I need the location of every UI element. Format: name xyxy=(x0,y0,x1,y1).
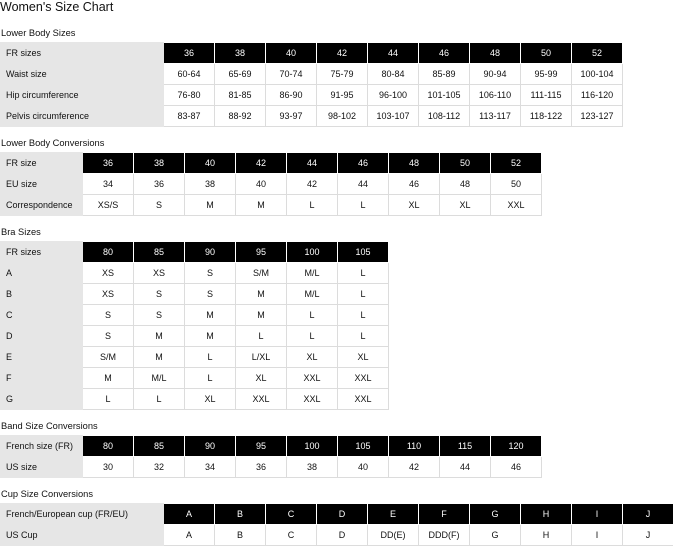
column-header: 38 xyxy=(215,43,266,64)
table-cell: 36 xyxy=(134,174,185,195)
lower-body-sizes-table xyxy=(0,42,623,127)
column-header: D xyxy=(317,504,368,525)
column-header: 120 xyxy=(491,436,542,457)
row-label: US size xyxy=(1,457,83,478)
table-cell: 60-64 xyxy=(164,64,215,85)
column-header: 90 xyxy=(185,436,236,457)
table-cell: M/L xyxy=(287,284,338,305)
table-cell: DD(E) xyxy=(368,525,419,546)
table-header-row xyxy=(1,504,673,525)
table-cell: 76-80 xyxy=(164,85,215,106)
table-cell: XL xyxy=(185,389,236,410)
table-cell: 40 xyxy=(236,174,287,195)
table-cell: 95-99 xyxy=(521,64,572,85)
column-header: F xyxy=(419,504,470,525)
table-cell: 46 xyxy=(389,174,440,195)
bra-sizes-heading: Bra Sizes xyxy=(1,227,41,237)
table-cell: XL xyxy=(440,195,491,216)
table-cell: 118-122 xyxy=(521,106,572,127)
table-cell: L xyxy=(236,326,287,347)
table-cell: M xyxy=(134,347,185,368)
column-header: 100 xyxy=(287,242,338,263)
table-cell: 48 xyxy=(440,174,491,195)
row-label: Pelvis circumference xyxy=(1,106,164,127)
table-cell: M/L xyxy=(134,368,185,389)
table-cell: L xyxy=(338,305,389,326)
row-label: A xyxy=(1,263,83,284)
table-row xyxy=(1,305,389,326)
table-row xyxy=(1,195,542,216)
table-cell: 80-84 xyxy=(368,64,419,85)
table-header-row xyxy=(1,242,389,263)
table-header-row xyxy=(1,153,542,174)
row-label: EU size xyxy=(1,174,83,195)
row-label: French size (FR) xyxy=(1,436,83,457)
table-cell: 93-97 xyxy=(266,106,317,127)
table-cell: M/L xyxy=(287,263,338,284)
table-row xyxy=(1,284,389,305)
column-header: 80 xyxy=(83,242,134,263)
column-header: 85 xyxy=(134,436,185,457)
table-cell: L xyxy=(338,326,389,347)
table-cell: 42 xyxy=(389,457,440,478)
table-cell: XS/S xyxy=(83,195,134,216)
column-header: H xyxy=(521,504,572,525)
column-header: 105 xyxy=(338,436,389,457)
lower-body-sizes-heading: Lower Body Sizes xyxy=(1,28,76,38)
table-cell: 65-69 xyxy=(215,64,266,85)
table-cell: 44 xyxy=(440,457,491,478)
table-cell: 38 xyxy=(185,174,236,195)
page-title: Women's Size Chart xyxy=(0,0,114,14)
table-cell: XL xyxy=(236,368,287,389)
table-cell: DDD(F) xyxy=(419,525,470,546)
table-row xyxy=(1,106,623,127)
column-header: 40 xyxy=(266,43,317,64)
table-cell: S/M xyxy=(83,347,134,368)
column-header: 46 xyxy=(338,153,389,174)
table-cell: XS xyxy=(83,263,134,284)
column-header: C xyxy=(266,504,317,525)
column-header: 44 xyxy=(368,43,419,64)
column-header: 42 xyxy=(317,43,368,64)
table-cell: XXL xyxy=(287,389,338,410)
table-cell: 38 xyxy=(287,457,338,478)
column-header: 110 xyxy=(389,436,440,457)
table-cell: 91-95 xyxy=(317,85,368,106)
table-cell: 42 xyxy=(287,174,338,195)
row-label: Correspondence xyxy=(1,195,83,216)
row-label: G xyxy=(1,389,83,410)
table-cell: XL xyxy=(287,347,338,368)
table-cell: S xyxy=(134,305,185,326)
table-cell: A xyxy=(164,525,215,546)
table-row xyxy=(1,85,623,106)
column-header: J xyxy=(623,504,673,525)
column-header: 85 xyxy=(134,242,185,263)
column-header: G xyxy=(470,504,521,525)
table-cell: M xyxy=(185,326,236,347)
table-cell: XL xyxy=(389,195,440,216)
column-header: 38 xyxy=(134,153,185,174)
table-row xyxy=(1,368,389,389)
table-cell: 34 xyxy=(83,174,134,195)
table-cell: L xyxy=(287,195,338,216)
column-header: 115 xyxy=(440,436,491,457)
table-cell: L xyxy=(185,347,236,368)
table-cell: L xyxy=(287,305,338,326)
table-cell: B xyxy=(215,525,266,546)
table-cell: 103-107 xyxy=(368,106,419,127)
table-cell: 70-74 xyxy=(266,64,317,85)
table-cell: L xyxy=(185,368,236,389)
table-cell: 116-120 xyxy=(572,85,623,106)
table-row xyxy=(1,326,389,347)
column-header: 40 xyxy=(185,153,236,174)
table-row xyxy=(1,525,673,546)
table-cell: XXL xyxy=(338,368,389,389)
column-header: A xyxy=(164,504,215,525)
table-cell: XXL xyxy=(236,389,287,410)
table-cell: S xyxy=(134,195,185,216)
table-row xyxy=(1,347,389,368)
table-cell: H xyxy=(521,525,572,546)
column-header: 105 xyxy=(338,242,389,263)
lower-body-conversions-heading: Lower Body Conversions xyxy=(1,138,105,148)
table-cell: 40 xyxy=(338,457,389,478)
table-cell: 83-87 xyxy=(164,106,215,127)
cup-size-conversions-heading: Cup Size Conversions xyxy=(1,489,93,499)
table-cell: 100-104 xyxy=(572,64,623,85)
table-cell: 34 xyxy=(185,457,236,478)
row-label: D xyxy=(1,326,83,347)
table-cell: L xyxy=(338,195,389,216)
table-row xyxy=(1,64,623,85)
table-cell: L/XL xyxy=(236,347,287,368)
table-cell: S/M xyxy=(236,263,287,284)
column-header: 50 xyxy=(521,43,572,64)
column-header: 52 xyxy=(572,43,623,64)
row-label: E xyxy=(1,347,83,368)
table-cell: S xyxy=(83,305,134,326)
column-header: 48 xyxy=(389,153,440,174)
column-header: 80 xyxy=(83,436,134,457)
column-header: 46 xyxy=(419,43,470,64)
column-header: B xyxy=(215,504,266,525)
table-cell: XXL xyxy=(338,389,389,410)
table-cell: I xyxy=(572,525,623,546)
table-cell: XL xyxy=(338,347,389,368)
table-cell: XXL xyxy=(491,195,542,216)
row-label: FR sizes xyxy=(1,242,83,263)
table-cell: M xyxy=(236,195,287,216)
row-label: C xyxy=(1,305,83,326)
bra-sizes-table xyxy=(0,241,389,410)
table-cell: 44 xyxy=(338,174,389,195)
table-cell: 30 xyxy=(83,457,134,478)
table-cell: XS xyxy=(134,263,185,284)
band-size-conversions-heading: Band Size Conversions xyxy=(1,421,98,431)
table-cell: L xyxy=(287,326,338,347)
table-cell: 85-89 xyxy=(419,64,470,85)
row-label: Waist size xyxy=(1,64,164,85)
column-header: 36 xyxy=(164,43,215,64)
table-cell: 96-100 xyxy=(368,85,419,106)
table-cell: 90-94 xyxy=(470,64,521,85)
table-cell: L xyxy=(134,389,185,410)
table-cell: D xyxy=(317,525,368,546)
row-label: B xyxy=(1,284,83,305)
column-header: 50 xyxy=(440,153,491,174)
table-cell: 88-92 xyxy=(215,106,266,127)
table-cell: 106-110 xyxy=(470,85,521,106)
column-header: 95 xyxy=(236,436,287,457)
table-cell: M xyxy=(83,368,134,389)
table-cell: S xyxy=(134,284,185,305)
table-header-row xyxy=(1,436,542,457)
table-header-row xyxy=(1,43,623,64)
row-label: Hip circumference xyxy=(1,85,164,106)
lower-body-conversions-table xyxy=(0,152,542,216)
column-header: 44 xyxy=(287,153,338,174)
table-cell: L xyxy=(338,284,389,305)
table-cell: M xyxy=(134,326,185,347)
table-cell: 32 xyxy=(134,457,185,478)
cup-size-conversions-table xyxy=(0,503,673,546)
table-cell: C xyxy=(266,525,317,546)
table-cell: M xyxy=(185,305,236,326)
table-cell: S xyxy=(185,263,236,284)
column-header: 100 xyxy=(287,436,338,457)
table-cell: S xyxy=(185,284,236,305)
table-cell: XXL xyxy=(287,368,338,389)
table-cell: L xyxy=(338,263,389,284)
table-cell: 46 xyxy=(491,457,542,478)
row-label: FR size xyxy=(1,153,83,174)
column-header: I xyxy=(572,504,623,525)
table-cell: 36 xyxy=(236,457,287,478)
table-cell: 108-112 xyxy=(419,106,470,127)
table-cell: M xyxy=(185,195,236,216)
table-row xyxy=(1,174,542,195)
table-cell: 98-102 xyxy=(317,106,368,127)
row-label: French/European cup (FR/EU) xyxy=(1,504,164,525)
row-label: FR sizes xyxy=(1,43,164,64)
column-header: 90 xyxy=(185,242,236,263)
column-header: 48 xyxy=(470,43,521,64)
table-row xyxy=(1,263,389,284)
table-cell: 50 xyxy=(491,174,542,195)
table-cell: XS xyxy=(83,284,134,305)
table-cell: S xyxy=(83,326,134,347)
row-label: US Cup xyxy=(1,525,164,546)
band-size-conversions-table xyxy=(0,435,542,478)
table-cell: J xyxy=(623,525,673,546)
table-cell: 86-90 xyxy=(266,85,317,106)
column-header: E xyxy=(368,504,419,525)
table-cell: M xyxy=(236,284,287,305)
table-cell: 81-85 xyxy=(215,85,266,106)
column-header: 95 xyxy=(236,242,287,263)
table-cell: L xyxy=(83,389,134,410)
column-header: 52 xyxy=(491,153,542,174)
table-row xyxy=(1,389,389,410)
column-header: 42 xyxy=(236,153,287,174)
table-cell: 111-115 xyxy=(521,85,572,106)
table-cell: 123-127 xyxy=(572,106,623,127)
column-header: 36 xyxy=(83,153,134,174)
table-cell: 113-117 xyxy=(470,106,521,127)
table-cell: 101-105 xyxy=(419,85,470,106)
table-cell: 75-79 xyxy=(317,64,368,85)
table-cell: G xyxy=(470,525,521,546)
table-row xyxy=(1,457,542,478)
table-cell: M xyxy=(236,305,287,326)
row-label: F xyxy=(1,368,83,389)
